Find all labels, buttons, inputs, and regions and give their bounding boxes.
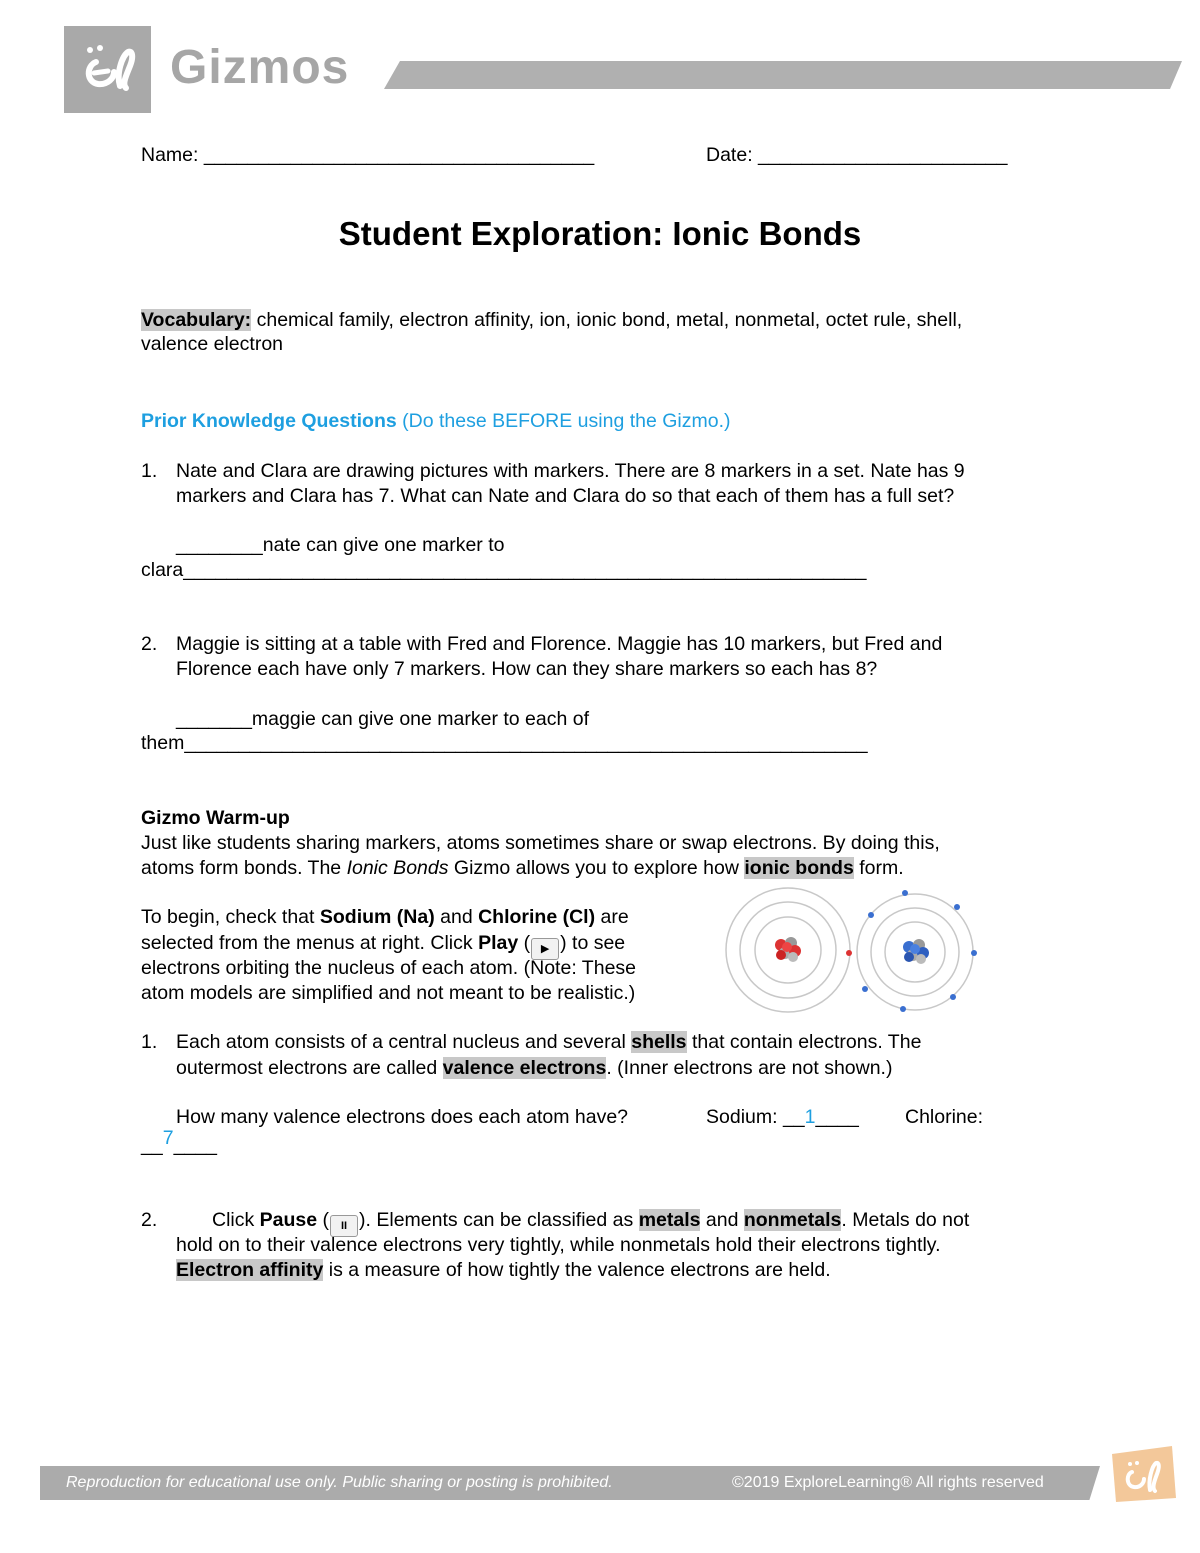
- chlorine-label: Chlorine (Cl): [478, 906, 596, 928]
- warmup-q1-line-1: [176, 1030, 921, 1055]
- el-corner-logo-icon: [1098, 1444, 1178, 1504]
- prior-knowledge-heading: [141, 409, 731, 434]
- text-run: and: [700, 1209, 744, 1231]
- prior-heading-note: (Do these BEFORE using the Gizmo.): [396, 410, 731, 432]
- date-field[interactable]: Date: _______________________: [706, 144, 1008, 166]
- sodium-answer-value[interactable]: 1: [804, 1106, 816, 1128]
- text-run: ____: [173, 1134, 217, 1156]
- prior-heading-text: Prior Knowledge Questions: [141, 410, 397, 432]
- warmup-p1-line-1: Just like students sharing markers, atoms sometimes share or swap electrons. By doing this,: [141, 832, 940, 854]
- warmup-q2-number: 2.: [141, 1209, 158, 1231]
- gizmos-logo: [64, 26, 151, 113]
- sodium-valence-electron: [846, 950, 852, 956]
- text-run: ____: [815, 1106, 859, 1128]
- pause-label: Pause: [259, 1209, 318, 1231]
- prior-q1-number: 1.: [141, 460, 158, 482]
- gizmo-name: Ionic Bonds: [346, 857, 449, 879]
- text-run: __: [141, 1134, 163, 1156]
- footer-copyright: ©2019 ExploreLearning® All rights reserved: [732, 1474, 1044, 1491]
- term-ionic-bonds: ionic bonds: [744, 857, 854, 879]
- text-run: atoms form bonds. The: [141, 857, 347, 879]
- text-run: outermost electrons are called: [176, 1057, 443, 1079]
- warmup-p2-line-1: [141, 905, 629, 930]
- chlorine-answer-label: Chlorine:: [905, 1106, 984, 1128]
- prior-q1-line-2: markers and Clara has 7. What can Nate and Clara do so that each of them has a full set?: [176, 485, 955, 507]
- el-logo-icon: [64, 26, 151, 113]
- text-run: selected from the menus at right. Click: [141, 932, 479, 954]
- chlorine-answer-field[interactable]: [141, 1127, 217, 1158]
- warmup-heading: Gizmo Warm-up: [141, 807, 290, 829]
- vocabulary-line-1: [141, 308, 962, 333]
- text-run: are: [595, 906, 629, 928]
- text-run: ). Elements can be classified as: [359, 1209, 639, 1231]
- text-run: To begin, check that: [141, 906, 320, 928]
- prior-q2-number: 2.: [141, 633, 158, 655]
- text-run: form.: [853, 857, 904, 879]
- warmup-q1-line-2: [176, 1056, 892, 1081]
- vocabulary-terms: chemical family, electron affinity, ion, ionic bond, metal, nonmetal, octet rule, shell,: [251, 309, 963, 331]
- chlorine-nucleus: [903, 939, 929, 964]
- vocabulary-line-2: valence electron: [141, 333, 284, 355]
- text-run: (: [518, 932, 531, 954]
- term-electron-affinity: Electron affinity: [176, 1259, 324, 1281]
- term-metals: metals: [638, 1209, 701, 1231]
- prior-q1-line-1: Nate and Clara are drawing pictures with markers. There are 8 markers in a set. Nate has 9: [176, 460, 965, 482]
- warmup-p2-line-3: electrons orbiting the nucleus of each atom. (Note: These: [141, 957, 637, 979]
- text-run: is a measure of how tightly the valence electrons are held.: [323, 1259, 831, 1281]
- warmup-q2-line-3: [176, 1258, 831, 1283]
- prior-q1-answer-1[interactable]: ________nate can give one marker to: [176, 534, 505, 556]
- page-title: Student Exploration: Ionic Bonds: [338, 215, 862, 252]
- prior-q2-line-2: Florence each have only 7 markers. How can they share markers so each has 8?: [176, 658, 878, 680]
- warmup-q1-question: How many valence electrons does each atom have?: [176, 1106, 629, 1128]
- warmup-p1-line-2: [141, 856, 904, 881]
- prior-q2-answer-2[interactable]: them_______________________________________________________________: [141, 732, 868, 754]
- warmup-q1-number: 1.: [141, 1031, 158, 1053]
- play-icon: ▶: [531, 938, 559, 960]
- text-run: . Metals do not: [841, 1209, 970, 1231]
- header-bar: [384, 61, 1182, 89]
- vocabulary-label: Vocabulary:: [141, 309, 252, 331]
- play-label: Play: [478, 932, 519, 954]
- brand-name: Gizmos: [170, 41, 350, 94]
- name-field[interactable]: Name: ____________________________________: [141, 144, 595, 166]
- pause-icon: II: [330, 1215, 358, 1237]
- chlorine-answer-value[interactable]: 7: [162, 1127, 174, 1149]
- text-run: Each atom consists of a central nucleus and several: [176, 1031, 632, 1053]
- sodium-label: Sodium (Na): [319, 906, 435, 928]
- text-run: (: [317, 1209, 330, 1231]
- prior-q1-answer-2[interactable]: clara_______________________________________________________________: [141, 559, 867, 581]
- term-shells: shells: [631, 1031, 687, 1053]
- footer-notice: Reproduction for educational use only. Public sharing or posting is prohibited.: [66, 1474, 613, 1491]
- term-nonmetals: nonmetals: [743, 1209, 842, 1231]
- warmup-q2-line-2: hold on to their valence electrons very tightly, while nonmetals hold their electrons tightly.: [176, 1234, 941, 1256]
- text-run: . (Inner electrons are not shown.): [606, 1057, 893, 1079]
- sodium-answer-field[interactable]: [706, 1105, 859, 1130]
- sodium-answer-label: Sodium: __: [706, 1106, 805, 1128]
- prior-q2-answer-1[interactable]: _______maggie can give one marker to each of: [176, 708, 590, 730]
- text-run: Click: [212, 1209, 260, 1231]
- prior-q2-line-1: Maggie is sitting at a table with Fred and Florence. Maggie has 10 markers, but Fred and: [176, 633, 943, 655]
- text-run: Gizmo allows you to explore how: [448, 857, 745, 879]
- atom-models-image: [725, 885, 985, 1015]
- sodium-nucleus: [775, 937, 801, 962]
- text-run: ) to see: [560, 932, 626, 954]
- text-run: and: [434, 906, 479, 928]
- warmup-p2-line-4: atom models are simplified and not meant to be realistic.): [141, 982, 636, 1004]
- text-run: that contain electrons. The: [686, 1031, 922, 1053]
- term-valence-electrons: valence electrons: [442, 1057, 607, 1079]
